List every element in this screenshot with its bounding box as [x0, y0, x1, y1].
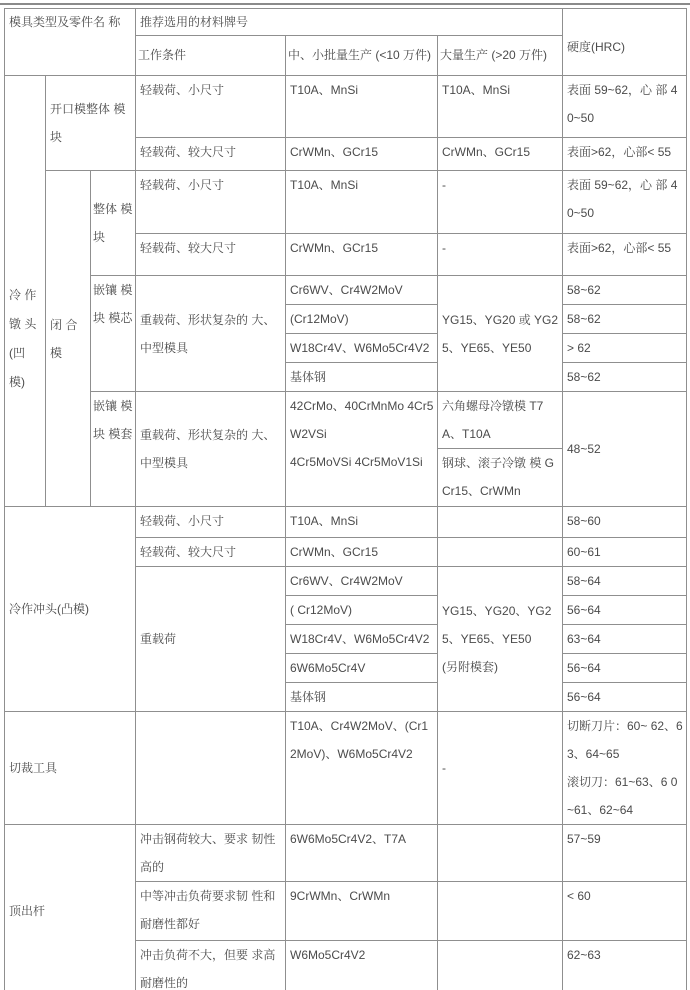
group-label-open-die: 开口模整体 模块	[46, 76, 136, 171]
cell-hardness: 62~63	[563, 941, 687, 990]
cell-small-batch-material: CrWMn、GCr15	[286, 234, 438, 276]
cell-condition: 轻载荷、较大尺寸	[136, 538, 286, 567]
cell-small-batch-material: ( Cr12MoV)	[286, 596, 438, 625]
header-recommended-materials: 推荐选用的材料牌号	[136, 9, 563, 36]
cell-hardness: 58~60	[563, 507, 687, 538]
cell-hardness: 58~62	[563, 363, 687, 392]
cell-hardness: 表面 59~62，心 部 40~50	[563, 171, 687, 234]
cell-mass-material	[438, 825, 563, 882]
cell-hardness: 58~62	[563, 305, 687, 334]
group-label-integral-module: 整体 模块	[91, 171, 136, 276]
group-label-closed-die: 闭 合 模	[46, 171, 91, 507]
cell-small-batch-material: T10A、MnSi	[286, 507, 438, 538]
cell-mass-material	[438, 941, 563, 990]
cell-hardness: 48~52	[563, 392, 687, 507]
cell-small-batch-material	[286, 392, 438, 507]
cell-mass-material: 六角螺母冷镦模 T7A、T10A	[438, 392, 563, 449]
hardness-group: 滚切刀：61~63、6 0~61、62~64	[567, 775, 678, 817]
cell-hardness: 63~64	[563, 625, 687, 654]
header-mass-production: 大量生产 (>20 万件)	[438, 36, 563, 76]
material-group: YG15、YG20、YG25、YE65、YE50	[442, 604, 552, 646]
table-row	[5, 276, 687, 305]
cell-hardness: 56~64	[563, 654, 687, 683]
cell-small-batch-material: 9CrWMn、CrWMn	[286, 882, 438, 941]
cell-mass-material: 钢球、滚子冷镦 模 GCr15、CrWMn	[438, 449, 563, 507]
cell-hardness: > 62	[563, 334, 687, 363]
cell-mass-material	[438, 507, 563, 538]
cell-small-batch-material: T10A、MnSi	[286, 171, 438, 234]
header-working-condition: 工作条件	[136, 36, 286, 76]
cell-hardness: 56~64	[563, 683, 687, 712]
cell-mass-material	[438, 567, 563, 712]
cell-condition: 轻载荷、较大尺寸	[136, 138, 286, 171]
header-hardness: 硬度(HRC)	[563, 9, 687, 76]
material-group: 4Cr5MoVSi 4Cr5MoV1Si	[290, 455, 423, 469]
cell-small-batch-material: W18Cr4V、W6Mo5Cr4V2	[286, 334, 438, 363]
cell-small-batch-material: 6W6Mo5Cr4V2、T7A	[286, 825, 438, 882]
cell-condition: 重载荷	[136, 567, 286, 712]
group-label-insert-core: 嵌镶 模块 模芯	[91, 276, 136, 392]
cell-hardness	[563, 712, 687, 825]
cell-mass-material: -	[438, 712, 563, 825]
cell-condition: 轻载荷、小尺寸	[136, 507, 286, 538]
cell-small-batch-material: T10A、MnSi	[286, 76, 438, 138]
section-label-cutting-tool: 切裁工具	[5, 712, 136, 825]
cell-mass-material: CrWMn、GCr15	[438, 138, 563, 171]
cell-small-batch-material: 6W6Mo5Cr4V	[286, 654, 438, 683]
header-small-batch: 中、小批量生产 (<10 万件)	[286, 36, 438, 76]
cell-mass-material: T10A、MnSi	[438, 76, 563, 138]
cell-small-batch-material: CrWMn、GCr15	[286, 138, 438, 171]
section-label-ejector-rod: 顶出杆	[5, 825, 136, 990]
cell-condition: 重载荷、形状复杂的 大、中型模具	[136, 276, 286, 392]
group-label-insert-sleeve: 嵌镶 模块 模套	[91, 392, 136, 507]
table-row	[5, 392, 687, 449]
cell-condition: 轻载荷、小尺寸	[136, 171, 286, 234]
cell-small-batch-material: T10A、Cr4W2MoV、(Cr12MoV)、W6Mo5Cr4V2	[286, 712, 438, 825]
cell-small-batch-material: W18Cr4V、W6Mo5Cr4V2	[286, 625, 438, 654]
cell-small-batch-material: 基体钢	[286, 363, 438, 392]
cell-hardness: 58~64	[563, 567, 687, 596]
cell-small-batch-material: (Cr12MoV)	[286, 305, 438, 334]
material-selection-table	[4, 8, 687, 990]
cell-condition: 重载荷、形状复杂的 大、中型模具	[136, 392, 286, 507]
page-top-rule	[0, 3, 690, 5]
cell-condition: 中等冲击负荷要求韧 性和耐磨性都好	[136, 882, 286, 941]
cell-condition: 轻载荷、较大尺寸	[136, 234, 286, 276]
cell-mass-material	[438, 882, 563, 941]
cell-small-batch-material: 基体钢	[286, 683, 438, 712]
material-group: 42CrMo、40CrMnMo 4Cr5W2VSi	[290, 399, 434, 441]
cell-hardness: 56~64	[563, 596, 687, 625]
cell-condition: 冲击钢荷较大、要求 韧性高的	[136, 825, 286, 882]
cell-hardness: 58~62	[563, 276, 687, 305]
section-label-cold-punch: 冷作冲头(凸模)	[5, 507, 136, 712]
cell-mass-material: -	[438, 171, 563, 234]
cell-mass-material: -	[438, 234, 563, 276]
cell-condition: 冲击负荷不大，但要 求高耐磨性的	[136, 941, 286, 990]
cell-mass-material: YG15、YG20 或 YG25、YE65、YE50	[438, 276, 563, 392]
section-label-cold-heading-die: 冷 作 镦 头 (凹 模)	[5, 76, 46, 507]
cell-hardness: 表面>62，心部< 55	[563, 234, 687, 276]
cell-hardness: 57~59	[563, 825, 687, 882]
table-row	[5, 171, 687, 234]
cell-hardness: 60~61	[563, 538, 687, 567]
table-row	[5, 825, 687, 882]
header-row-1	[5, 9, 687, 36]
table-row	[5, 76, 687, 138]
cell-hardness: 表面>62，心部< 55	[563, 138, 687, 171]
cell-hardness: < 60	[563, 882, 687, 941]
cell-hardness: 表面 59~62，心 部 40~50	[563, 76, 687, 138]
cell-condition	[136, 712, 286, 825]
hardness-group: 切断刀片：60~ 62、63、64~65	[567, 719, 683, 761]
header-mold-type: 模具类型及零件名 称	[5, 9, 136, 76]
cell-small-batch-material: Cr6WV、Cr4W2MoV	[286, 276, 438, 305]
table-row	[5, 507, 687, 538]
cell-small-batch-material: CrWMn、GCr15	[286, 538, 438, 567]
material-group: (另附模套)	[442, 660, 498, 674]
cell-mass-material	[438, 538, 563, 567]
cell-small-batch-material: W6Mo5Cr4V2	[286, 941, 438, 990]
cell-condition: 轻载荷、小尺寸	[136, 76, 286, 138]
cell-small-batch-material: Cr6WV、Cr4W2MoV	[286, 567, 438, 596]
table-row	[5, 712, 687, 825]
